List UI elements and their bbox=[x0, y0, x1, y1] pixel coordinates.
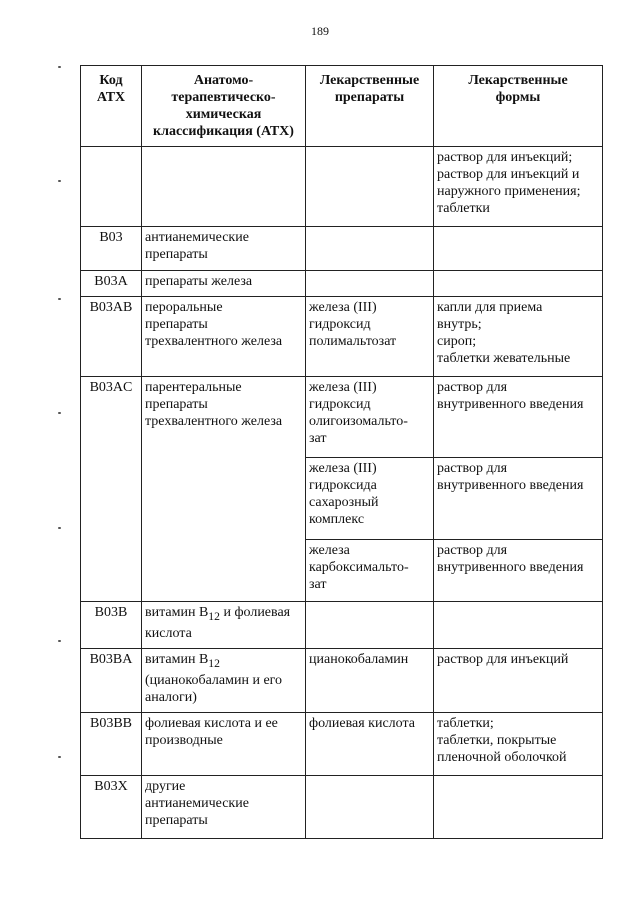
forms-cell: капли для приема внутрь; сироп; таблетки жевательные bbox=[434, 297, 603, 377]
drug-cell: железа (III) гидроксид полимальтозат bbox=[306, 297, 434, 377]
classification-cell: витамин $B_{12}$ (цианокобаламин и его аналоги) bbox=[142, 648, 306, 712]
atc-code-cell: B03AB bbox=[81, 297, 142, 377]
atc-code-cell: B03 bbox=[81, 227, 142, 271]
scan-mark bbox=[58, 640, 61, 642]
table-row bbox=[81, 775, 603, 838]
drug-cell bbox=[306, 602, 434, 649]
page-number: 189 bbox=[311, 24, 329, 38]
atc-code-cell: B03A bbox=[81, 271, 142, 297]
atc-table bbox=[80, 65, 603, 839]
drug-cell bbox=[306, 775, 434, 838]
classification-cell: пероральные препараты трехвалентного железа bbox=[142, 297, 306, 377]
table-row bbox=[81, 377, 603, 458]
table-row bbox=[81, 227, 603, 271]
header-atc-code: Код АТХ bbox=[81, 66, 142, 147]
table-row bbox=[81, 648, 603, 712]
table-row bbox=[81, 712, 603, 775]
forms-cell bbox=[434, 775, 603, 838]
drug-cell bbox=[306, 147, 434, 227]
drug-cell: цианокобаламин bbox=[306, 648, 434, 712]
scan-mark bbox=[58, 527, 61, 529]
forms-cell: раствор для внутривенного введения bbox=[434, 540, 603, 602]
table-row bbox=[81, 602, 603, 649]
classification-cell bbox=[142, 147, 306, 227]
forms-cell: раствор для внутривенного введения bbox=[434, 377, 603, 458]
classification-cell: витамин $B_{12}$ и фолиевая кислота bbox=[142, 602, 306, 649]
header-dosage-forms: Лекарственные формы bbox=[434, 66, 603, 147]
scan-mark bbox=[58, 298, 61, 300]
atc-code-cell: B03AC bbox=[81, 377, 142, 602]
scan-mark bbox=[58, 66, 61, 68]
scan-mark bbox=[58, 180, 61, 182]
header-atc-classification: Анатомо- терапевтическо- химическая классификация (АТХ) bbox=[142, 66, 306, 147]
classification-cell: препараты железа bbox=[142, 271, 306, 297]
forms-cell bbox=[434, 602, 603, 649]
table-row bbox=[81, 147, 603, 227]
table-row bbox=[81, 297, 603, 377]
classification-cell: другие антианемические препараты bbox=[142, 775, 306, 838]
atc-code-cell: B03BA bbox=[81, 648, 142, 712]
atc-code-cell bbox=[81, 147, 142, 227]
subscript: 12 bbox=[208, 609, 220, 623]
scan-mark bbox=[58, 412, 61, 414]
drug-cell: железа (III) гидроксид олигоизомальто- зат bbox=[306, 377, 434, 458]
forms-cell: раствор для внутривенного введения bbox=[434, 458, 603, 540]
atc-code-cell: B03BB bbox=[81, 712, 142, 775]
subscript: 12 bbox=[208, 656, 220, 670]
forms-cell bbox=[434, 271, 603, 297]
classification-cell: фолиевая кислота и ее производные bbox=[142, 712, 306, 775]
drug-cell bbox=[306, 227, 434, 271]
forms-cell: раствор для инъекций bbox=[434, 648, 603, 712]
drug-cell bbox=[306, 271, 434, 297]
drug-cell: фолиевая кислота bbox=[306, 712, 434, 775]
table-row bbox=[81, 271, 603, 297]
table-header-row bbox=[81, 66, 603, 147]
forms-cell: таблетки; таблетки, покрытые пленочной оболочкой bbox=[434, 712, 603, 775]
classification-cell: антианемические препараты bbox=[142, 227, 306, 271]
forms-cell: раствор для инъекций; раствор для инъекций и наружного применения; таблетки bbox=[434, 147, 603, 227]
atc-code-cell: B03B bbox=[81, 602, 142, 649]
atc-code-cell: B03X bbox=[81, 775, 142, 838]
drug-cell: железа (III) гидроксида сахарозный комплекс bbox=[306, 458, 434, 540]
classification-cell: парентеральные препараты трехвалентного железа bbox=[142, 377, 306, 602]
forms-cell bbox=[434, 227, 603, 271]
scan-mark bbox=[58, 756, 61, 758]
drug-cell: железа карбоксимальто- зат bbox=[306, 540, 434, 602]
header-medicines: Лекарственные препараты bbox=[306, 66, 434, 147]
